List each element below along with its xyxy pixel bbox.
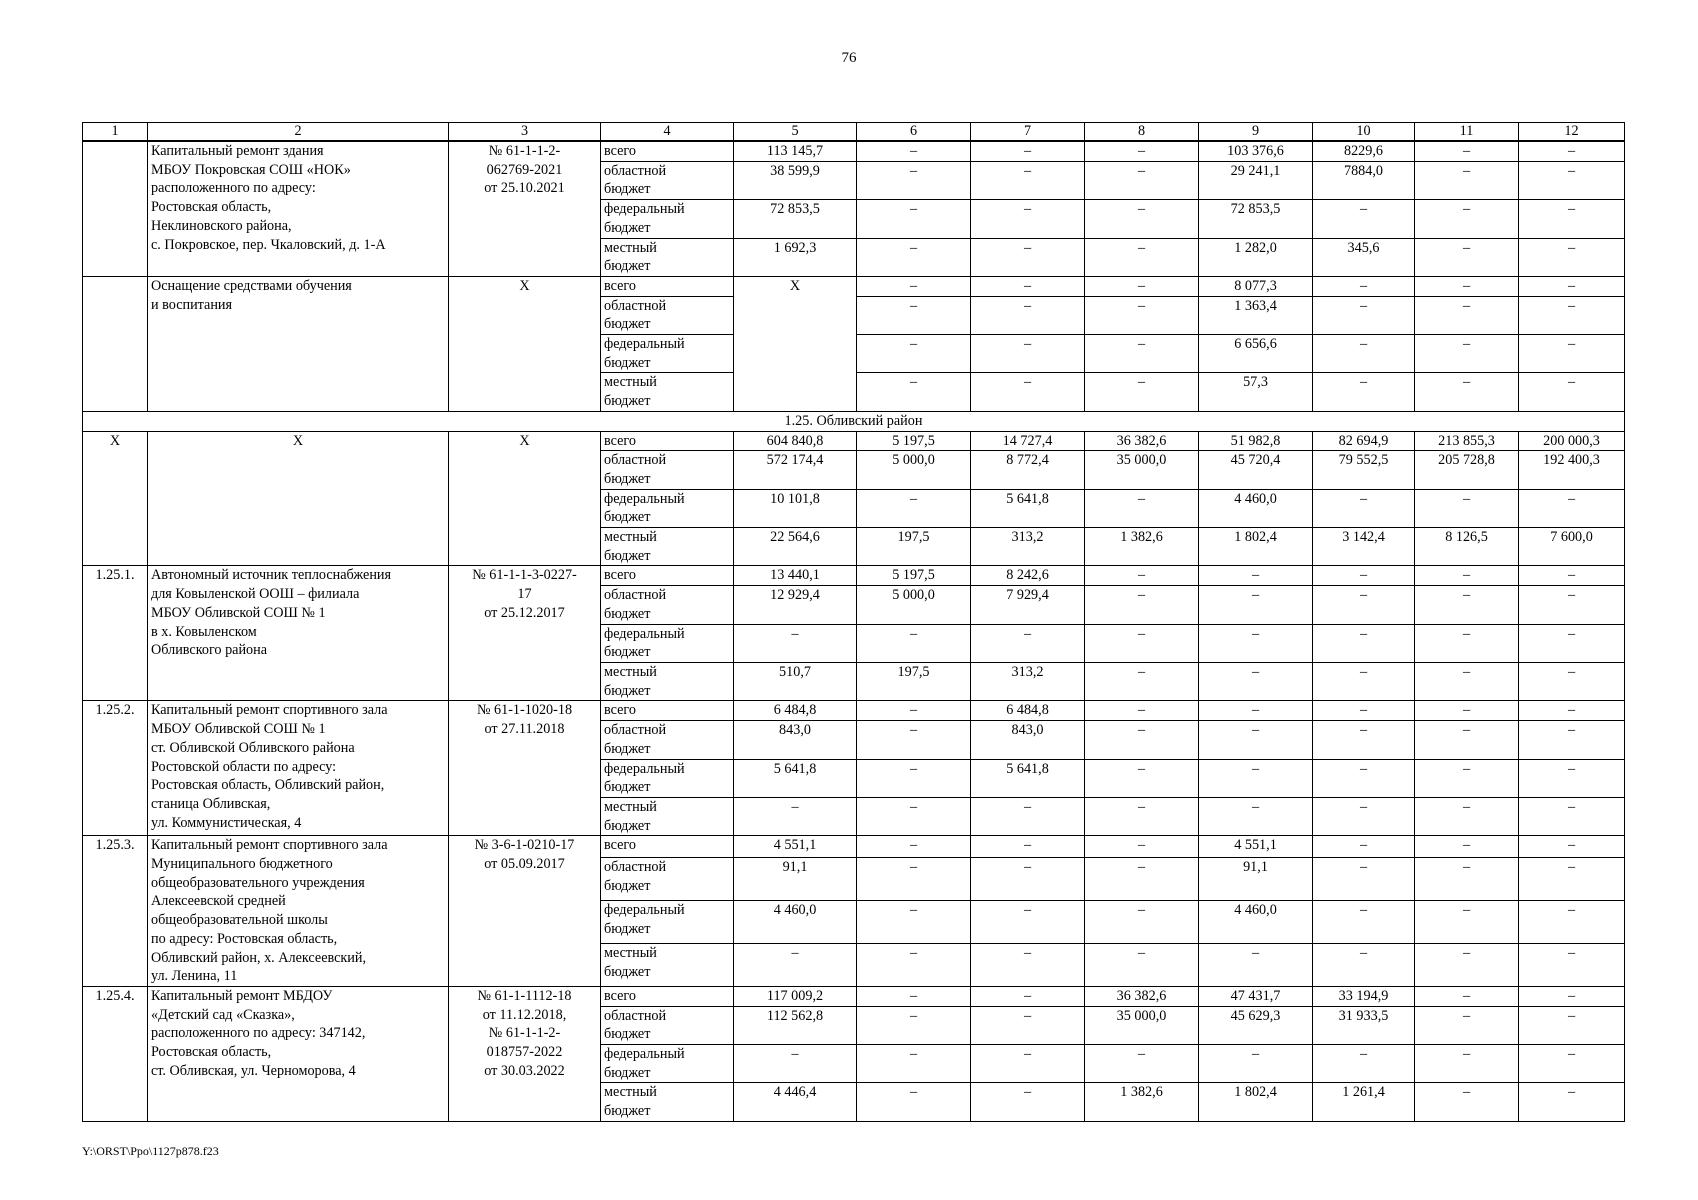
funding-source-cell: местный бюджет bbox=[601, 1083, 734, 1121]
value-cell: – bbox=[1085, 662, 1199, 700]
value-cell: 604 840,8 bbox=[734, 431, 857, 451]
item-number-cell: Х bbox=[83, 431, 148, 566]
value-cell: – bbox=[1313, 858, 1415, 901]
column-number-header: 11 bbox=[1415, 123, 1519, 142]
column-number-header: 6 bbox=[857, 123, 971, 142]
value-cell: – bbox=[857, 141, 971, 161]
funding-source-cell: местный бюджет bbox=[601, 373, 734, 411]
value-cell: – bbox=[1519, 858, 1625, 901]
value-cell: – bbox=[1313, 276, 1415, 296]
value-cell: 313,2 bbox=[971, 528, 1085, 566]
value-cell: – bbox=[1313, 489, 1415, 527]
item-number-cell: 1.25.2. bbox=[83, 701, 148, 836]
value-cell: – bbox=[971, 1045, 1085, 1083]
value-cell: – bbox=[1415, 858, 1519, 901]
funding-source-cell: областной бюджет bbox=[601, 721, 734, 759]
value-cell: – bbox=[857, 1045, 971, 1083]
value-cell: – bbox=[971, 901, 1085, 944]
item-number-cell bbox=[83, 276, 148, 411]
value-cell: 5 197,5 bbox=[857, 431, 971, 451]
column-number-header: 4 bbox=[601, 123, 734, 142]
value-cell: 1 802,4 bbox=[1199, 528, 1313, 566]
value-cell: – bbox=[1519, 944, 1625, 987]
value-cell: 6 484,8 bbox=[734, 701, 857, 721]
value-cell: – bbox=[857, 701, 971, 721]
value-cell: – bbox=[1519, 566, 1625, 586]
item-number-cell: 1.25.3. bbox=[83, 836, 148, 987]
item-name-cell: Оснащение средствами обучения и воспитания bbox=[148, 276, 449, 411]
value-cell: – bbox=[971, 276, 1085, 296]
value-cell: – bbox=[971, 624, 1085, 662]
value-cell: – bbox=[1415, 662, 1519, 700]
value-cell: 1 282,0 bbox=[1199, 238, 1313, 276]
value-cell: – bbox=[734, 624, 857, 662]
value-cell: 4 460,0 bbox=[1199, 489, 1313, 527]
value-cell: – bbox=[857, 161, 971, 199]
value-cell: 572 174,4 bbox=[734, 451, 857, 489]
value-cell: 8 242,6 bbox=[971, 566, 1085, 586]
column-number-header: 8 bbox=[1085, 123, 1199, 142]
value-cell: – bbox=[1085, 141, 1199, 161]
value-cell: 113 145,7 bbox=[734, 141, 857, 161]
value-cell: – bbox=[1085, 335, 1199, 373]
value-cell: – bbox=[1313, 797, 1415, 835]
value-cell: 4 446,4 bbox=[734, 1083, 857, 1121]
value-cell: – bbox=[1313, 944, 1415, 987]
value-cell: 843,0 bbox=[734, 721, 857, 759]
value-cell: – bbox=[1415, 759, 1519, 797]
value-cell: – bbox=[971, 141, 1085, 161]
value-cell: – bbox=[1415, 276, 1519, 296]
value-cell: 4 551,1 bbox=[1199, 836, 1313, 858]
value-cell: – bbox=[1085, 373, 1199, 411]
value-cell: – bbox=[1199, 944, 1313, 987]
value-cell: – bbox=[1519, 335, 1625, 373]
value-cell: – bbox=[1085, 858, 1199, 901]
value-cell: – bbox=[971, 335, 1085, 373]
value-cell: – bbox=[1519, 901, 1625, 944]
value-cell: – bbox=[734, 944, 857, 987]
value-cell: – bbox=[1085, 701, 1199, 721]
funding-source-cell: областной бюджет bbox=[601, 296, 734, 334]
value-cell: 5 641,8 bbox=[734, 759, 857, 797]
value-cell: 45 629,3 bbox=[1199, 1006, 1313, 1044]
value-cell: 205 728,8 bbox=[1415, 451, 1519, 489]
value-cell: – bbox=[857, 624, 971, 662]
value-cell: 345,6 bbox=[1313, 238, 1415, 276]
value-cell: – bbox=[857, 901, 971, 944]
value-cell: 1 692,3 bbox=[734, 238, 857, 276]
value-cell: – bbox=[1519, 373, 1625, 411]
value-cell: – bbox=[1085, 624, 1199, 662]
value-cell: 35 000,0 bbox=[1085, 1006, 1199, 1044]
item-name-cell: Капитальный ремонт здания МБОУ Покровская СОШ «НОК» расположенного по адресу: Ростовская область, Неклиновского района, с. Покровское, пер. Чкаловский, д. 1-А bbox=[148, 141, 449, 276]
value-cell: 6 656,6 bbox=[1199, 335, 1313, 373]
column-number-header: 3 bbox=[449, 123, 601, 142]
table-row bbox=[83, 431, 1625, 451]
value-cell: 91,1 bbox=[1199, 858, 1313, 901]
value-cell: – bbox=[857, 373, 971, 411]
value-cell: 197,5 bbox=[857, 662, 971, 700]
funding-source-cell: федеральный бюджет bbox=[601, 1045, 734, 1083]
value-cell: – bbox=[971, 1083, 1085, 1121]
value-cell: 36 382,6 bbox=[1085, 431, 1199, 451]
document-number-cell: № 61-1-1-2- 062769-2021 от 25.10.2021 bbox=[449, 141, 601, 276]
table-row bbox=[83, 566, 1625, 586]
value-cell: 4 460,0 bbox=[734, 901, 857, 944]
value-cell: – bbox=[971, 161, 1085, 199]
value-cell: – bbox=[1415, 1006, 1519, 1044]
value-cell: – bbox=[1415, 161, 1519, 199]
value-cell: – bbox=[1313, 901, 1415, 944]
value-cell: – bbox=[1085, 797, 1199, 835]
value-cell: – bbox=[1519, 701, 1625, 721]
value-cell: 1 382,6 bbox=[1085, 1083, 1199, 1121]
value-cell: 117 009,2 bbox=[734, 986, 857, 1006]
funding-source-cell: местный бюджет bbox=[601, 662, 734, 700]
value-cell: – bbox=[1519, 276, 1625, 296]
value-cell: 103 376,6 bbox=[1199, 141, 1313, 161]
value-cell: – bbox=[1415, 238, 1519, 276]
value-cell: – bbox=[971, 200, 1085, 238]
table-row bbox=[83, 836, 1625, 858]
value-cell: – bbox=[1415, 797, 1519, 835]
item-name-cell: Капитальный ремонт спортивного зала МБОУ Обливской СОШ № 1 ст. Обливской Обливского района Ростовской области по адресу: Ростовская область, Обливский район, станица Обливская, ул. Коммунистическая, 4 bbox=[148, 701, 449, 836]
budget-table bbox=[82, 122, 1625, 1122]
value-cell: – bbox=[857, 1083, 971, 1121]
value-cell: 7884,0 bbox=[1313, 161, 1415, 199]
funding-source-cell: всего bbox=[601, 141, 734, 161]
value-cell: – bbox=[1313, 296, 1415, 334]
value-cell: – bbox=[1313, 335, 1415, 373]
value-cell: 7 929,4 bbox=[971, 586, 1085, 624]
funding-source-cell: местный бюджет bbox=[601, 238, 734, 276]
value-cell: – bbox=[1085, 901, 1199, 944]
value-cell: – bbox=[1519, 759, 1625, 797]
funding-source-cell: областной бюджет bbox=[601, 1006, 734, 1044]
column-number-header: 12 bbox=[1519, 123, 1625, 142]
value-cell: – bbox=[1415, 566, 1519, 586]
value-cell: 8 126,5 bbox=[1415, 528, 1519, 566]
value-cell: – bbox=[1199, 662, 1313, 700]
value-cell: – bbox=[1085, 200, 1199, 238]
value-cell: 57,3 bbox=[1199, 373, 1313, 411]
value-cell: 72 853,5 bbox=[734, 200, 857, 238]
value-cell: – bbox=[1415, 586, 1519, 624]
value-cell: 1 363,4 bbox=[1199, 296, 1313, 334]
item-name-cell: Х bbox=[148, 431, 449, 566]
value-cell: 22 564,6 bbox=[734, 528, 857, 566]
funding-source-cell: федеральный бюджет bbox=[601, 335, 734, 373]
value-cell: – bbox=[1199, 566, 1313, 586]
value-cell: – bbox=[857, 489, 971, 527]
value-cell: – bbox=[1085, 296, 1199, 334]
value-cell: 29 241,1 bbox=[1199, 161, 1313, 199]
value-cell: – bbox=[1415, 1083, 1519, 1121]
value-cell: 10 101,8 bbox=[734, 489, 857, 527]
value-cell: – bbox=[734, 797, 857, 835]
value-cell: – bbox=[857, 797, 971, 835]
value-cell: – bbox=[857, 200, 971, 238]
value-cell: – bbox=[971, 858, 1085, 901]
value-cell: – bbox=[1085, 238, 1199, 276]
funding-source-cell: федеральный бюджет bbox=[601, 624, 734, 662]
funding-source-cell: местный бюджет bbox=[601, 528, 734, 566]
value-cell: 35 000,0 bbox=[1085, 451, 1199, 489]
funding-source-cell: федеральный бюджет bbox=[601, 200, 734, 238]
value-cell: – bbox=[1085, 566, 1199, 586]
document-number-cell: № 61-1-1112-18 от 11.12.2018, № 61-1-1-2- 018757-2022 от 30.03.2022 bbox=[449, 986, 601, 1121]
value-cell: – bbox=[1415, 141, 1519, 161]
item-name-cell: Капитальный ремонт МБДОУ «Детский сад «Сказка», расположенного по адресу: 347142, Ростовская область, ст. Обливская, ул. Черноморова, 4 bbox=[148, 986, 449, 1121]
value-cell: – bbox=[1085, 276, 1199, 296]
value-cell: – bbox=[1415, 721, 1519, 759]
item-name-cell: Автономный источник теплоснабжения для Ковыленской ООШ – филиала МБОУ Обливской СОШ № 1 в х. Ковыленском Обливского района bbox=[148, 566, 449, 701]
value-cell: Х bbox=[734, 276, 857, 411]
value-cell: 7 600,0 bbox=[1519, 528, 1625, 566]
value-cell: – bbox=[1313, 1045, 1415, 1083]
value-cell: – bbox=[971, 986, 1085, 1006]
value-cell: – bbox=[971, 238, 1085, 276]
value-cell: – bbox=[1085, 161, 1199, 199]
funding-source-cell: местный бюджет bbox=[601, 944, 734, 987]
value-cell: – bbox=[1313, 200, 1415, 238]
value-cell: – bbox=[1519, 1083, 1625, 1121]
value-cell: 47 431,7 bbox=[1199, 986, 1313, 1006]
value-cell: – bbox=[1415, 701, 1519, 721]
value-cell: – bbox=[1085, 836, 1199, 858]
value-cell: – bbox=[1415, 373, 1519, 411]
value-cell: 510,7 bbox=[734, 662, 857, 700]
value-cell: 5 641,8 bbox=[971, 759, 1085, 797]
value-cell: 5 641,8 bbox=[971, 489, 1085, 527]
value-cell: – bbox=[1519, 662, 1625, 700]
value-cell: – bbox=[857, 986, 971, 1006]
value-cell: – bbox=[1519, 296, 1625, 334]
funding-source-cell: федеральный бюджет bbox=[601, 759, 734, 797]
value-cell: – bbox=[1199, 586, 1313, 624]
value-cell: 82 694,9 bbox=[1313, 431, 1415, 451]
value-cell: – bbox=[1519, 624, 1625, 662]
value-cell: – bbox=[1519, 489, 1625, 527]
document-number-cell: № 61-1-1020-18 от 27.11.2018 bbox=[449, 701, 601, 836]
value-cell: – bbox=[1199, 721, 1313, 759]
value-cell: – bbox=[857, 721, 971, 759]
value-cell: 197,5 bbox=[857, 528, 971, 566]
value-cell: – bbox=[1415, 296, 1519, 334]
value-cell: 72 853,5 bbox=[1199, 200, 1313, 238]
value-cell: – bbox=[971, 296, 1085, 334]
value-cell: – bbox=[971, 836, 1085, 858]
value-cell: 1 261,4 bbox=[1313, 1083, 1415, 1121]
value-cell: 192 400,3 bbox=[1519, 451, 1625, 489]
value-cell: – bbox=[1519, 141, 1625, 161]
value-cell: – bbox=[1199, 1045, 1313, 1083]
column-number-header: 9 bbox=[1199, 123, 1313, 142]
value-cell: 213 855,3 bbox=[1415, 431, 1519, 451]
value-cell: – bbox=[1313, 373, 1415, 411]
value-cell: – bbox=[1199, 797, 1313, 835]
funding-source-cell: всего bbox=[601, 986, 734, 1006]
value-cell: – bbox=[1085, 586, 1199, 624]
value-cell: 79 552,5 bbox=[1313, 451, 1415, 489]
value-cell: – bbox=[1085, 721, 1199, 759]
value-cell: – bbox=[857, 296, 971, 334]
value-cell: – bbox=[1519, 797, 1625, 835]
column-number-header: 1 bbox=[83, 123, 148, 142]
table-row bbox=[83, 701, 1625, 721]
value-cell: – bbox=[1085, 489, 1199, 527]
table-row bbox=[83, 276, 1625, 296]
value-cell: – bbox=[1199, 701, 1313, 721]
value-cell: – bbox=[1313, 662, 1415, 700]
value-cell: 8 772,4 bbox=[971, 451, 1085, 489]
value-cell: – bbox=[1415, 335, 1519, 373]
value-cell: – bbox=[857, 335, 971, 373]
value-cell: 38 599,9 bbox=[734, 161, 857, 199]
value-cell: 12 929,4 bbox=[734, 586, 857, 624]
value-cell: 36 382,6 bbox=[1085, 986, 1199, 1006]
value-cell: – bbox=[1313, 566, 1415, 586]
value-cell: 4 460,0 bbox=[1199, 901, 1313, 944]
value-cell: – bbox=[1415, 489, 1519, 527]
value-cell: – bbox=[1519, 836, 1625, 858]
table-row bbox=[83, 141, 1625, 161]
value-cell: – bbox=[971, 1006, 1085, 1044]
value-cell: – bbox=[1519, 161, 1625, 199]
value-cell: – bbox=[857, 1006, 971, 1044]
value-cell: – bbox=[734, 1045, 857, 1083]
funding-source-cell: всего bbox=[601, 566, 734, 586]
funding-source-cell: областной бюджет bbox=[601, 451, 734, 489]
value-cell: 51 982,8 bbox=[1199, 431, 1313, 451]
value-cell: – bbox=[1519, 200, 1625, 238]
value-cell: 5 000,0 bbox=[857, 586, 971, 624]
table-body bbox=[83, 123, 1625, 1122]
funding-source-cell: всего bbox=[601, 701, 734, 721]
value-cell: – bbox=[1313, 759, 1415, 797]
value-cell: – bbox=[1415, 944, 1519, 987]
value-cell: 33 194,9 bbox=[1313, 986, 1415, 1006]
item-number-cell bbox=[83, 141, 148, 276]
value-cell: 45 720,4 bbox=[1199, 451, 1313, 489]
value-cell: – bbox=[1519, 986, 1625, 1006]
value-cell: – bbox=[857, 238, 971, 276]
value-cell: – bbox=[1085, 944, 1199, 987]
document-number-cell: № 61-1-1-3-0227- 17 от 25.12.2017 bbox=[449, 566, 601, 701]
value-cell: – bbox=[971, 944, 1085, 987]
value-cell: – bbox=[1415, 624, 1519, 662]
value-cell: – bbox=[857, 759, 971, 797]
section-heading-row bbox=[83, 411, 1625, 431]
document-number-cell: Х bbox=[449, 431, 601, 566]
value-cell: – bbox=[971, 797, 1085, 835]
value-cell: 1 802,4 bbox=[1199, 1083, 1313, 1121]
column-number-header: 2 bbox=[148, 123, 449, 142]
value-cell: – bbox=[1313, 624, 1415, 662]
value-cell: – bbox=[1519, 238, 1625, 276]
value-cell: – bbox=[1415, 836, 1519, 858]
value-cell: – bbox=[1313, 836, 1415, 858]
item-number-cell: 1.25.1. bbox=[83, 566, 148, 701]
value-cell: – bbox=[1519, 586, 1625, 624]
value-cell: – bbox=[1313, 586, 1415, 624]
value-cell: – bbox=[1313, 701, 1415, 721]
column-number-row bbox=[83, 123, 1625, 142]
value-cell: 3 142,4 bbox=[1313, 528, 1415, 566]
funding-source-cell: местный бюджет bbox=[601, 797, 734, 835]
column-number-header: 10 bbox=[1313, 123, 1415, 142]
value-cell: – bbox=[1085, 759, 1199, 797]
page-number: 76 bbox=[841, 50, 857, 66]
value-cell: 8229,6 bbox=[1313, 141, 1415, 161]
value-cell: – bbox=[1519, 721, 1625, 759]
value-cell: 13 440,1 bbox=[734, 566, 857, 586]
value-cell: – bbox=[857, 858, 971, 901]
value-cell: – bbox=[857, 944, 971, 987]
funding-source-cell: всего bbox=[601, 276, 734, 296]
value-cell: – bbox=[1415, 986, 1519, 1006]
value-cell: – bbox=[1415, 200, 1519, 238]
value-cell: – bbox=[857, 836, 971, 858]
value-cell: – bbox=[1415, 901, 1519, 944]
value-cell: 4 551,1 bbox=[734, 836, 857, 858]
funding-source-cell: областной бюджет bbox=[601, 858, 734, 901]
funding-source-cell: всего bbox=[601, 836, 734, 858]
funding-source-cell: областной бюджет bbox=[601, 586, 734, 624]
value-cell: – bbox=[971, 373, 1085, 411]
document-number-cell: № 3-6-1-0210-17 от 05.09.2017 bbox=[449, 836, 601, 987]
funding-source-cell: областной бюджет bbox=[601, 161, 734, 199]
table-row bbox=[83, 986, 1625, 1006]
value-cell: – bbox=[1199, 624, 1313, 662]
funding-source-cell: федеральный бюджет bbox=[601, 489, 734, 527]
value-cell: 8 077,3 bbox=[1199, 276, 1313, 296]
footer-file-path: Y:\ORST\Ppo\1127p878.f23 bbox=[82, 1144, 219, 1158]
column-number-header: 7 bbox=[971, 123, 1085, 142]
value-cell: – bbox=[857, 276, 971, 296]
document-number-cell: Х bbox=[449, 276, 601, 411]
value-cell: 112 562,8 bbox=[734, 1006, 857, 1044]
value-cell: – bbox=[1199, 759, 1313, 797]
value-cell: – bbox=[1519, 1045, 1625, 1083]
value-cell: 6 484,8 bbox=[971, 701, 1085, 721]
value-cell: 14 727,4 bbox=[971, 431, 1085, 451]
value-cell: – bbox=[1415, 1045, 1519, 1083]
value-cell: 1 382,6 bbox=[1085, 528, 1199, 566]
value-cell: 200 000,3 bbox=[1519, 431, 1625, 451]
value-cell: – bbox=[1085, 1045, 1199, 1083]
value-cell: 5 000,0 bbox=[857, 451, 971, 489]
column-number-header: 5 bbox=[734, 123, 857, 142]
value-cell: 91,1 bbox=[734, 858, 857, 901]
item-number-cell: 1.25.4. bbox=[83, 986, 148, 1121]
value-cell: 31 933,5 bbox=[1313, 1006, 1415, 1044]
value-cell: – bbox=[1313, 721, 1415, 759]
value-cell: 843,0 bbox=[971, 721, 1085, 759]
value-cell: – bbox=[1519, 1006, 1625, 1044]
value-cell: 313,2 bbox=[971, 662, 1085, 700]
item-name-cell: Капитальный ремонт спортивного зала Муниципального бюджетного общеобразовательного учреждения Алексеевской средней общеобразовательной школы по адресу: Ростовская область, Обливский район, х. Алексеевский, ул. Ленина, 11 bbox=[148, 836, 449, 987]
value-cell: 5 197,5 bbox=[857, 566, 971, 586]
section-title: 1.25. Обливский район bbox=[83, 411, 1625, 431]
funding-source-cell: федеральный бюджет bbox=[601, 901, 734, 944]
funding-source-cell: всего bbox=[601, 431, 734, 451]
